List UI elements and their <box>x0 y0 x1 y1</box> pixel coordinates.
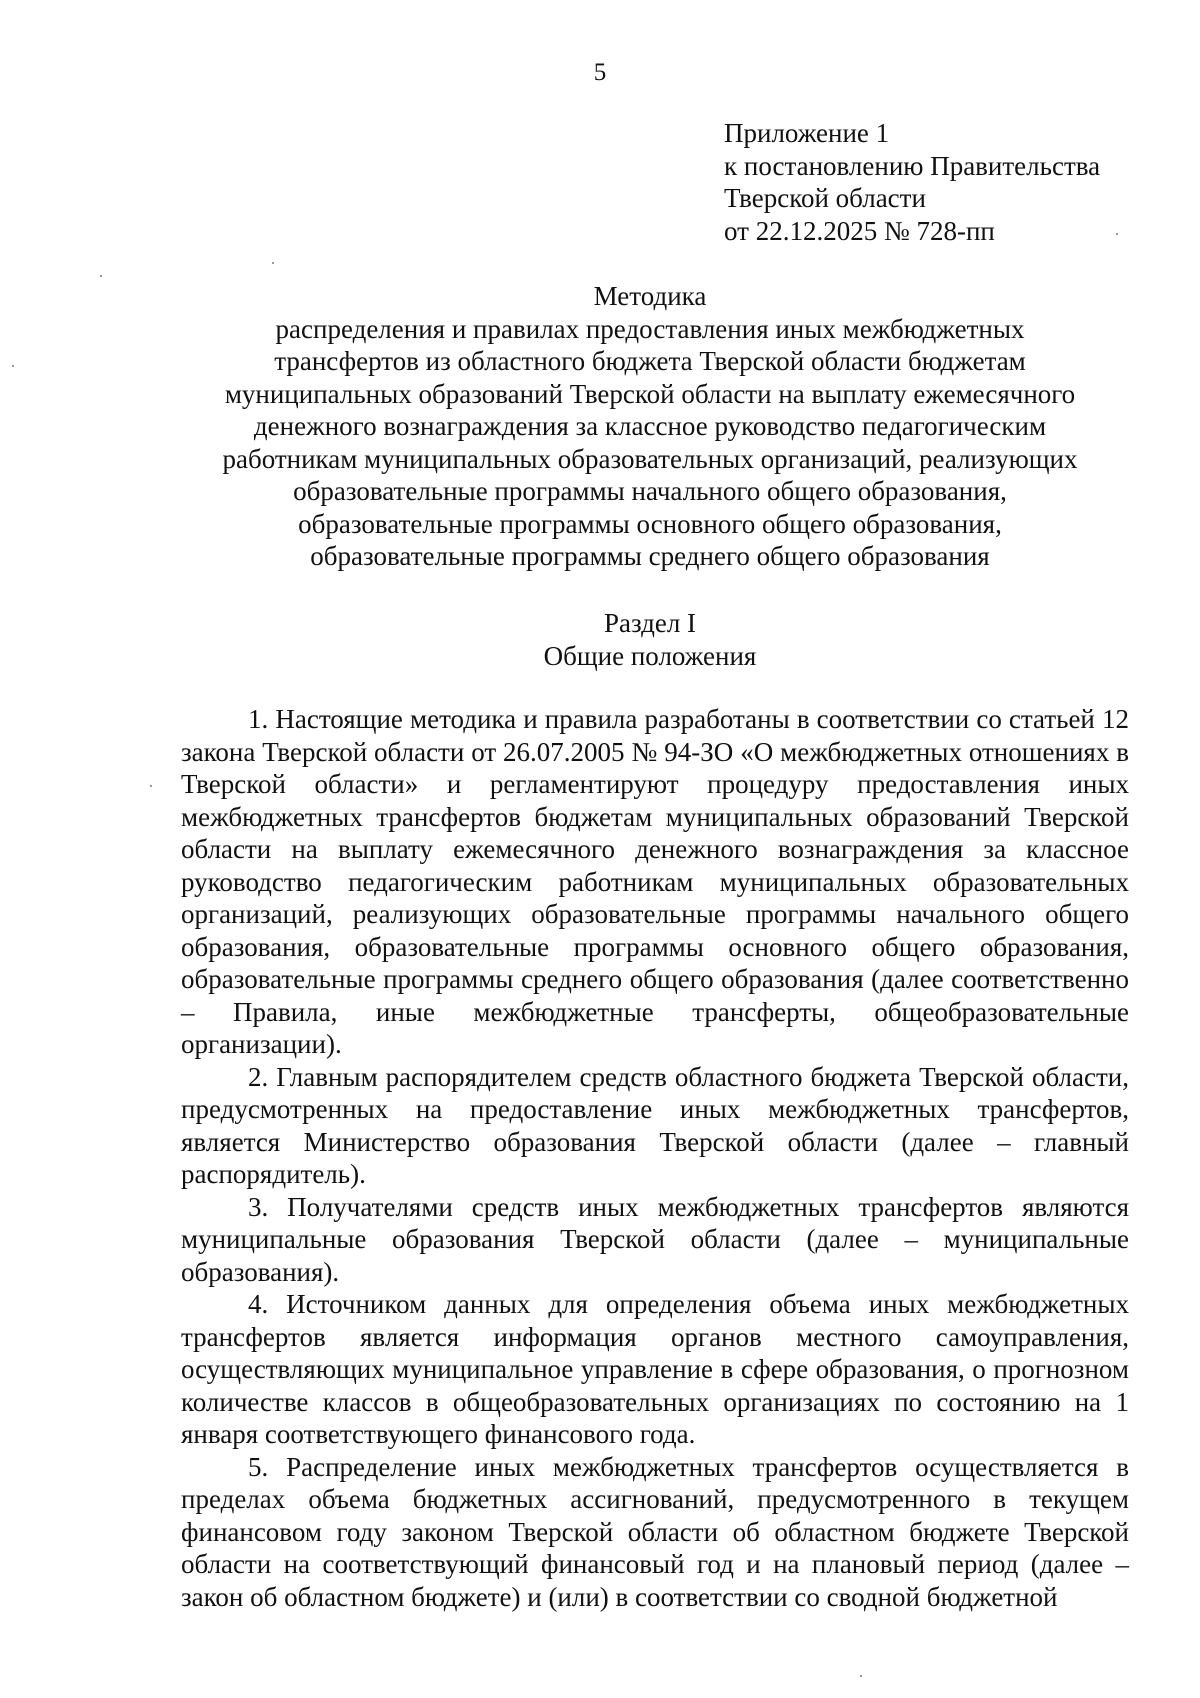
scan-speck <box>100 275 102 277</box>
title-line: муниципальных образований Тверской области на выплату ежемесячного <box>224 378 1076 409</box>
title-line: образовательные программы среднего общего образования <box>310 541 990 571</box>
section-heading <box>170 607 1130 672</box>
title-line: образовательные программы основного общего образования, <box>298 508 1002 539</box>
scan-speck <box>272 262 274 264</box>
appendix-block <box>724 117 1164 247</box>
title-line: работникам муниципальных образовательных организаций, реализующих <box>222 443 1078 474</box>
title-heading: Методика <box>593 281 707 311</box>
scan-speck <box>1116 233 1118 235</box>
appendix-line: Тверской области <box>724 183 926 213</box>
title-line: распределения и правилах предоставления иных межбюджетных <box>275 313 1025 344</box>
body-text <box>181 703 1129 1613</box>
scan-speck <box>860 1675 862 1677</box>
title-line: образовательные программы начального общего образования, <box>293 476 1007 506</box>
section-name: Общие положения <box>543 640 757 671</box>
scan-speck <box>12 365 14 367</box>
title-line: денежного вознаграждения за классное руководство педагогическим <box>253 411 1047 441</box>
appendix-line: Приложение 1 <box>724 118 890 148</box>
paragraph-4: 4. Источником данных для определения объема иных межбюджетных трансфертов является информация органов местного самоуправления, осуществляющих муниципальное управление в сфере образования, о прогнозном количестве классов в общеобразовательных организациях по состоянию на 1 января соответствующего финансового года. <box>181 1289 1129 1449</box>
appendix-date-line: от 22.12.2025 № 728-пп <box>724 215 995 246</box>
paragraph-5: 5. Распределение иных межбюджетных трансфертов осуществляется в пределах объема бюджетных ассигнований, предусмотренного в текущем финансовом году законом Тверской области об областном бюджете Тверской области на соответствующий финансовый год и на плановый период (далее – закон об областном бюджете) и (или) в соответствии со сводной бюджетной <box>181 1451 1129 1612</box>
document-title <box>170 280 1130 573</box>
paragraph-2: 2. Главным распорядителем средств областного бюджета Тверской области, предусмотренных на предоставление иных межбюджетных трансфертов, является Министерство образования Тверской области (далее – главный распорядитель). <box>181 1061 1129 1189</box>
appendix-line: к постановлению Правительства <box>724 150 1101 181</box>
scan-speck <box>150 785 152 787</box>
title-line: трансфертов из областного бюджета Тверской области бюджетам <box>274 346 1026 376</box>
paragraph-3: 3. Получателями средств иных межбюджетных трансфертов являются муниципальные образования Тверской области (далее – муниципальные образования). <box>181 1191 1129 1287</box>
section-number: Раздел I <box>603 608 697 638</box>
page-number: 5 <box>593 59 607 86</box>
paragraph-1: 1. Настоящие методика и правила разработаны в соответствии со статьей 12 закона Тверской области от 26.07.2005 № 94-ЗО «О межбюджетных отношениях в Тверской области» и регламентируют процедуру предоставления иных межбюджетных трансфертов бюджетам муниципальных образований Тверской области на выплату ежемесячного денежного вознаграждения за классное руководство педагогическим работникам муниципальных образовательных организаций, реализующих образовательные программы начального общего образования, образовательные программы основного общего образования, образовательные программы среднего общего образования (далее соответственно – Правила, иные межбюджетные трансферты, общеобразовательные организации). <box>181 704 1129 1059</box>
